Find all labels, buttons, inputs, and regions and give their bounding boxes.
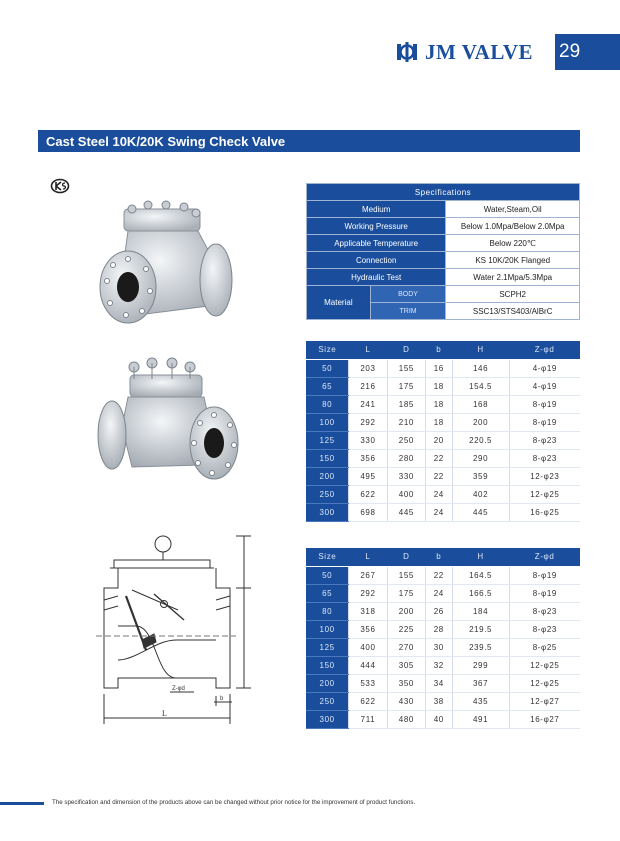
- table-cell: 480: [387, 710, 425, 728]
- column-header: H: [452, 341, 509, 359]
- table-cell: 711: [349, 710, 387, 728]
- valve-product-image-1: [98, 195, 238, 345]
- table-cell: 8-φ25: [509, 638, 580, 656]
- spec-label: Working Pressure: [307, 218, 446, 235]
- column-header: D: [387, 548, 425, 566]
- page-number: 29: [555, 34, 620, 70]
- size-cell: 125: [306, 431, 349, 449]
- table-cell: 495: [349, 467, 387, 485]
- material-label: Material: [307, 286, 371, 320]
- size-cell: 65: [306, 584, 349, 602]
- table-cell: 18: [426, 377, 452, 395]
- table-cell: 241: [349, 395, 387, 413]
- table-cell: 12-φ25: [509, 485, 580, 503]
- table-header-row: [306, 341, 580, 359]
- spec-label: Hydraulic Test: [307, 269, 446, 286]
- table-cell: 200: [387, 602, 425, 620]
- table-cell: 445: [387, 503, 425, 521]
- table-cell: 8-φ23: [509, 449, 580, 467]
- ks-certification-mark-icon: [50, 178, 70, 194]
- table-cell: 12-φ23: [509, 467, 580, 485]
- table-cell: 22: [426, 467, 452, 485]
- table-cell: 267: [349, 566, 387, 584]
- table-cell: 445: [452, 503, 509, 521]
- table-cell: 280: [387, 449, 425, 467]
- spec-label: Applicable Temperature: [307, 235, 446, 252]
- material-body-value: SCPH2: [446, 286, 580, 303]
- brand-name: JM VALVE: [425, 39, 534, 64]
- table-cell: 155: [387, 359, 425, 377]
- table-cell: 400: [387, 485, 425, 503]
- table-cell: 26: [426, 602, 452, 620]
- dimension-table-10k: [306, 341, 580, 522]
- table-cell: 430: [387, 692, 425, 710]
- table-cell: 622: [349, 692, 387, 710]
- size-cell: 250: [306, 485, 349, 503]
- table-row: [306, 656, 580, 674]
- size-cell: 100: [306, 413, 349, 431]
- table-cell: 435: [452, 692, 509, 710]
- table-cell: 34: [426, 674, 452, 692]
- table-cell: 330: [387, 467, 425, 485]
- column-header: Size: [306, 548, 349, 566]
- table-cell: 185: [387, 395, 425, 413]
- spec-label: Connection: [307, 252, 446, 269]
- table-cell: 168: [452, 395, 509, 413]
- column-header: b: [426, 341, 452, 359]
- table-cell: 8-φ19: [509, 413, 580, 431]
- drawing-label-zd: Z-φd: [172, 686, 185, 692]
- table-cell: 22: [426, 566, 452, 584]
- table-cell: 24: [426, 584, 452, 602]
- spec-row: [307, 201, 580, 218]
- column-header: b: [426, 548, 452, 566]
- table-cell: 155: [387, 566, 425, 584]
- table-cell: 203: [349, 359, 387, 377]
- table-cell: 400: [349, 638, 387, 656]
- column-header: L: [349, 548, 387, 566]
- table-cell: 270: [387, 638, 425, 656]
- column-header: L: [349, 341, 387, 359]
- table-cell: 12-φ25: [509, 656, 580, 674]
- spec-row-material-body: [307, 286, 580, 303]
- table-cell: 22: [426, 449, 452, 467]
- table-row: [306, 503, 580, 521]
- table-cell: 292: [349, 584, 387, 602]
- table-row: [306, 485, 580, 503]
- table-cell: 292: [349, 413, 387, 431]
- table-cell: 250: [387, 431, 425, 449]
- table-row: [306, 449, 580, 467]
- spec-value: Below 1.0Mpa/Below 2.0Mpa: [446, 218, 580, 235]
- table-cell: 8-φ23: [509, 620, 580, 638]
- table-cell: 184: [452, 602, 509, 620]
- size-cell: 200: [306, 674, 349, 692]
- table-cell: 16: [426, 359, 452, 377]
- spec-row: [307, 218, 580, 235]
- table-row: [306, 692, 580, 710]
- jm-valve-logo-icon: [395, 40, 419, 64]
- table-cell: 8-φ19: [509, 584, 580, 602]
- table-cell: 216: [349, 377, 387, 395]
- spec-heading: Specifications: [307, 184, 580, 201]
- table-cell: 164.5: [452, 566, 509, 584]
- table-row: [306, 413, 580, 431]
- size-cell: 200: [306, 467, 349, 485]
- table-cell: 330: [349, 431, 387, 449]
- table-row: [306, 566, 580, 584]
- table-cell: 12-φ25: [509, 674, 580, 692]
- drawing-label-l: L: [162, 709, 167, 718]
- table-row: [306, 638, 580, 656]
- table-cell: 38: [426, 692, 452, 710]
- table-cell: 356: [349, 449, 387, 467]
- size-cell: 300: [306, 710, 349, 728]
- column-header: Size: [306, 341, 349, 359]
- specifications-table: [306, 183, 580, 320]
- table-cell: 219.5: [452, 620, 509, 638]
- table-row: [306, 377, 580, 395]
- table-cell: 8-φ23: [509, 431, 580, 449]
- drawing-label-b: b: [220, 696, 224, 702]
- table-cell: 367: [452, 674, 509, 692]
- table-cell: 318: [349, 602, 387, 620]
- table-cell: 210: [387, 413, 425, 431]
- table-cell: 30: [426, 638, 452, 656]
- table-cell: 4-φ19: [509, 377, 580, 395]
- size-cell: 125: [306, 638, 349, 656]
- material-trim-label: TRIM: [370, 303, 446, 320]
- table-cell: 12-φ27: [509, 692, 580, 710]
- table-cell: 8-φ23: [509, 602, 580, 620]
- size-cell: 50: [306, 566, 349, 584]
- table-cell: 8-φ19: [509, 566, 580, 584]
- valve-technical-drawing: [96, 530, 256, 730]
- table-cell: 16-φ27: [509, 710, 580, 728]
- table-cell: 166.5: [452, 584, 509, 602]
- size-cell: 65: [306, 377, 349, 395]
- table-cell: 305: [387, 656, 425, 674]
- table-cell: 239.5: [452, 638, 509, 656]
- table-row: [306, 602, 580, 620]
- table-cell: 24: [426, 485, 452, 503]
- material-trim-value: SSC13/STS403/AlBrC: [446, 303, 580, 320]
- spec-label: Medium: [307, 201, 446, 218]
- table-row: [306, 359, 580, 377]
- column-header: D: [387, 341, 425, 359]
- column-header: H: [452, 548, 509, 566]
- size-cell: 100: [306, 620, 349, 638]
- table-cell: 175: [387, 377, 425, 395]
- table-cell: 175: [387, 584, 425, 602]
- size-cell: 80: [306, 602, 349, 620]
- table-cell: 16-φ25: [509, 503, 580, 521]
- table-row: [306, 431, 580, 449]
- table-cell: 4-φ19: [509, 359, 580, 377]
- spec-value: KS 10K/20K Flanged: [446, 252, 580, 269]
- table-cell: 18: [426, 413, 452, 431]
- table-cell: 356: [349, 620, 387, 638]
- footer-accent: [0, 802, 44, 805]
- table-row: [306, 584, 580, 602]
- table-cell: 40: [426, 710, 452, 728]
- size-cell: 150: [306, 449, 349, 467]
- table-cell: 698: [349, 503, 387, 521]
- column-header: Z-φd: [509, 341, 580, 359]
- table-cell: 32: [426, 656, 452, 674]
- table-row: [306, 467, 580, 485]
- table-cell: 28: [426, 620, 452, 638]
- table-row: [306, 674, 580, 692]
- table-row: [306, 710, 580, 728]
- table-cell: 225: [387, 620, 425, 638]
- table-cell: 20: [426, 431, 452, 449]
- size-cell: 50: [306, 359, 349, 377]
- column-header: Z-φd: [509, 548, 580, 566]
- table-cell: 359: [452, 467, 509, 485]
- table-cell: 491: [452, 710, 509, 728]
- table-cell: 402: [452, 485, 509, 503]
- table-cell: 18: [426, 395, 452, 413]
- table-cell: 220.5: [452, 431, 509, 449]
- table-cell: 350: [387, 674, 425, 692]
- size-cell: 80: [306, 395, 349, 413]
- table-row: [306, 620, 580, 638]
- material-body-label: BODY: [370, 286, 446, 303]
- table-cell: 622: [349, 485, 387, 503]
- table-row: [306, 395, 580, 413]
- table-cell: 290: [452, 449, 509, 467]
- table-cell: 533: [349, 674, 387, 692]
- size-cell: 150: [306, 656, 349, 674]
- dimension-table-20k: [306, 548, 580, 729]
- table-cell: 200: [452, 413, 509, 431]
- size-cell: 250: [306, 692, 349, 710]
- spec-value: Below 220℃: [446, 235, 580, 252]
- spec-row: [307, 235, 580, 252]
- spec-row: [307, 269, 580, 286]
- table-cell: 444: [349, 656, 387, 674]
- size-cell: 300: [306, 503, 349, 521]
- spec-value: Water,Steam,Oil: [446, 201, 580, 218]
- spec-value: Water 2.1Mpa/5.3Mpa: [446, 269, 580, 286]
- table-cell: 146: [452, 359, 509, 377]
- table-cell: 8-φ19: [509, 395, 580, 413]
- table-cell: 299: [452, 656, 509, 674]
- table-cell: 24: [426, 503, 452, 521]
- page-title: Cast Steel 10K/20K Swing Check Valve: [38, 130, 580, 152]
- valve-product-image-2: [92, 355, 242, 495]
- spec-row: [307, 252, 580, 269]
- table-cell: 154.5: [452, 377, 509, 395]
- footer-note: The specification and dimension of the products above can be changed without prior notice for the improvement of product functions.: [52, 799, 416, 806]
- table-header-row: [306, 548, 580, 566]
